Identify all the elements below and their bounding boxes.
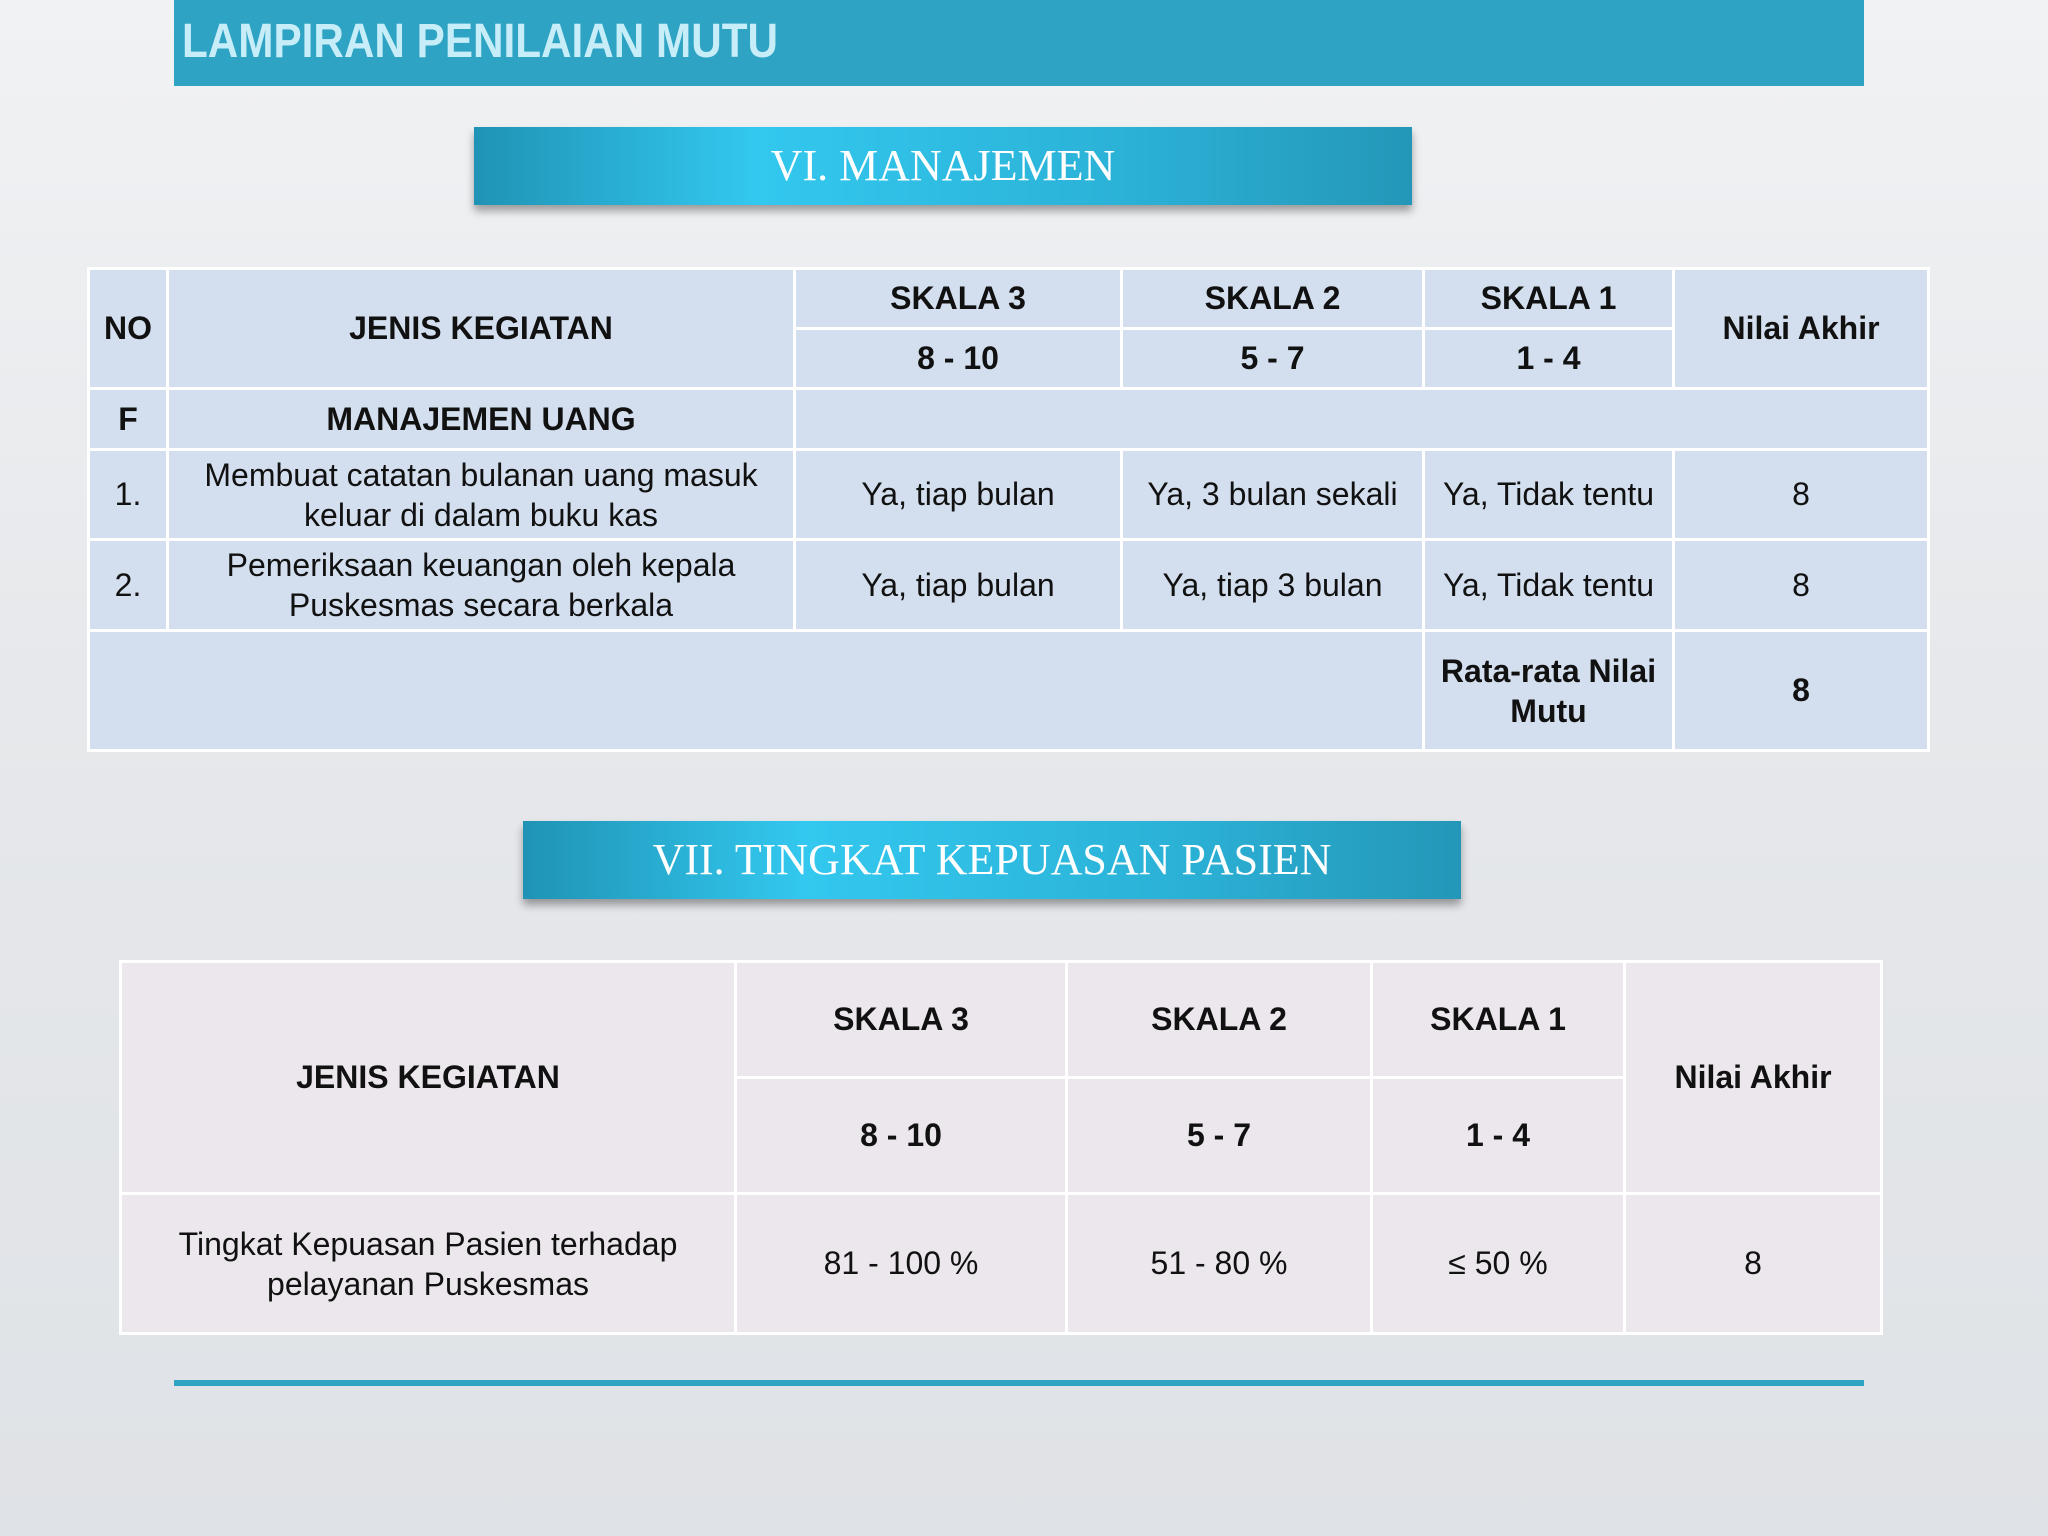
header-skala-3: SKALA 3: [795, 269, 1122, 329]
row-skala-2: Ya, 3 bulan sekali: [1122, 450, 1424, 540]
kepuasan-pasien-table: [119, 960, 1883, 1335]
group-empty-cell: [795, 389, 1929, 450]
slide-header-bar: [174, 0, 1864, 86]
header-skala-1: SKALA 1: [1424, 269, 1674, 329]
slide-title: LAMPIRAN PENILAIAN MUTU: [182, 15, 779, 68]
header-nilai-akhir: Nilai Akhir: [1625, 962, 1882, 1194]
row-skala-3: Ya, tiap bulan: [795, 540, 1122, 631]
average-empty-cell: [89, 631, 1424, 751]
header-range-skala-2: 5 - 7: [1067, 1078, 1372, 1194]
header-range-skala-1: 1 - 4: [1372, 1078, 1625, 1194]
row-skala-2: 51 - 80 %: [1067, 1194, 1372, 1334]
row-no: 1.: [89, 450, 168, 540]
footer-divider: [174, 1380, 1864, 1386]
table-row: [89, 540, 1929, 631]
row-score: 8: [1674, 540, 1929, 631]
row-score: 8: [1674, 450, 1929, 540]
header-range-skala-1: 1 - 4: [1424, 329, 1674, 389]
row-skala-3: 81 - 100 %: [736, 1194, 1067, 1334]
manajemen-table: [87, 267, 1930, 752]
row-skala-3: Ya, tiap bulan: [795, 450, 1122, 540]
section-banner-manajemen: VI. MANAJEMEN: [474, 127, 1412, 205]
header-range-skala-2: 5 - 7: [1122, 329, 1424, 389]
header-skala-3: SKALA 3: [736, 962, 1067, 1078]
header-nilai-akhir: Nilai Akhir: [1674, 269, 1929, 389]
header-no: NO: [89, 269, 168, 389]
group-name: MANAJEMEN UANG: [168, 389, 795, 450]
header-jenis-kegiatan: JENIS KEGIATAN: [121, 962, 736, 1194]
row-activity: Tingkat Kepuasan Pasien terhadap pelayanan Puskesmas: [121, 1194, 736, 1334]
header-jenis-kegiatan: JENIS KEGIATAN: [168, 269, 795, 389]
row-skala-1: Ya, Tidak tentu: [1424, 540, 1674, 631]
row-skala-2: Ya, tiap 3 bulan: [1122, 540, 1424, 631]
average-value: 8: [1674, 631, 1929, 751]
row-score: 8: [1625, 1194, 1882, 1334]
row-activity: Pemeriksaan keuangan oleh kepala Puskesmas secara berkala: [168, 540, 795, 631]
group-code: F: [89, 389, 168, 450]
header-skala-2: SKALA 2: [1067, 962, 1372, 1078]
header-range-skala-3: 8 - 10: [795, 329, 1122, 389]
row-skala-1: Ya, Tidak tentu: [1424, 450, 1674, 540]
average-label: Rata-rata Nilai Mutu: [1424, 631, 1674, 751]
table-row: [121, 1194, 1882, 1334]
row-no: 2.: [89, 540, 168, 631]
header-range-skala-3: 8 - 10: [736, 1078, 1067, 1194]
section-banner-kepuasan-pasien: VII. TINGKAT KEPUASAN PASIEN: [523, 821, 1461, 899]
row-skala-1: ≤ 50 %: [1372, 1194, 1625, 1334]
header-skala-2: SKALA 2: [1122, 269, 1424, 329]
table-row: [89, 450, 1929, 540]
header-skala-1: SKALA 1: [1372, 962, 1625, 1078]
row-activity: Membuat catatan bulanan uang masuk keluar di dalam buku kas: [168, 450, 795, 540]
